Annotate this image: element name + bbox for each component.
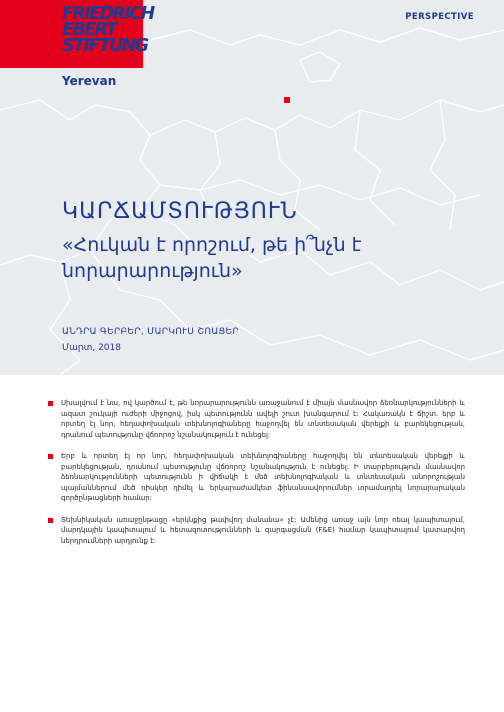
- publication-date: Մարտ, 2018: [62, 343, 121, 353]
- map-lake: [300, 52, 340, 82]
- series-label: PERSPECTIVE: [405, 12, 474, 22]
- authors: ԱՆԴՐԱ ԳԵՐԲԵՐ, ՄԱՐԿՈՒՍ ՇՈԱՑԵՐ: [62, 327, 239, 337]
- logo-line-1: FRIEDRICH: [62, 4, 154, 24]
- summary-bullet: [48, 515, 465, 547]
- summary-bullets: [48, 398, 465, 557]
- bullet-square-icon: [48, 518, 53, 523]
- bullet-square-icon: [48, 401, 53, 406]
- map-border-5: [150, 28, 504, 45]
- foundation-logo: [62, 6, 154, 54]
- summary-bullet: [48, 451, 465, 504]
- document-kicker: ԿԱՐՃԱՄՏՈՒԹՅՈՒՆ: [62, 199, 298, 224]
- bullet-text: Սխալվում է նա, ով կարծում է, թե նորարարությունն առաջանում է միայն մասնավոր ձեռնարկությունների և ազատ շուկայի ուժերի միջոցով, իսկ պետությունն ավելի շուտ խանգարում է: Հակառակն է ճիշտ. երբ և որտեղ էլ նոր, հեղափոխական տեխնոլոգիաները հաջողվել են տնտեսական վերելքի և բարեկեցության, դրանում պետությունը վճռորոշ նշանակություն է ունեցել:: [61, 399, 465, 439]
- document-title: «Հուկան է որոշում, թե ի՞նչն է նորարարություն»: [62, 234, 362, 282]
- bullet-square-icon: [48, 454, 53, 459]
- location-marker: [284, 97, 290, 103]
- title-block: [62, 198, 482, 284]
- bullet-text: Երբ և որտեղ էլ որ նոր, հեղափոխական տեխնոլոգիաները հաջողվել են տնտեսական վերելքի և բարեկեցության, դրանում պետությունը վճռորոշ նշանակություն է ունեցել: Ի տարբերություն մասնավոր ձեռնարկությունների պետությունն ի վիճակի է մեծ տեխնոլոգիական և տնտեսական անորոշության պայմաններում մեծ ռիսկեր դիմել և երկարաժամկետ ֆինանսավորումներ տրամադրել նորարարական գործընթացների համար:: [61, 452, 465, 502]
- logo-city: Yerevan: [62, 74, 117, 88]
- map-region-central: [150, 100, 504, 135]
- bullet-text: Տեխնիկական առաջընթացը «երկնքից թափվող մանանա» չէ: Ամենից առաջ այն նոր ոեալ կապիտալում, մարդկային կապիտալում և հետազոտությունների և զարգացման (F&E) համար կապիտալում կատարվող ներդրումների արդյունք է:: [61, 515, 465, 545]
- logo-line-2: EBERT: [62, 20, 116, 40]
- logo-line-3: STIFTUNG: [62, 36, 148, 56]
- summary-bullet: [48, 398, 465, 440]
